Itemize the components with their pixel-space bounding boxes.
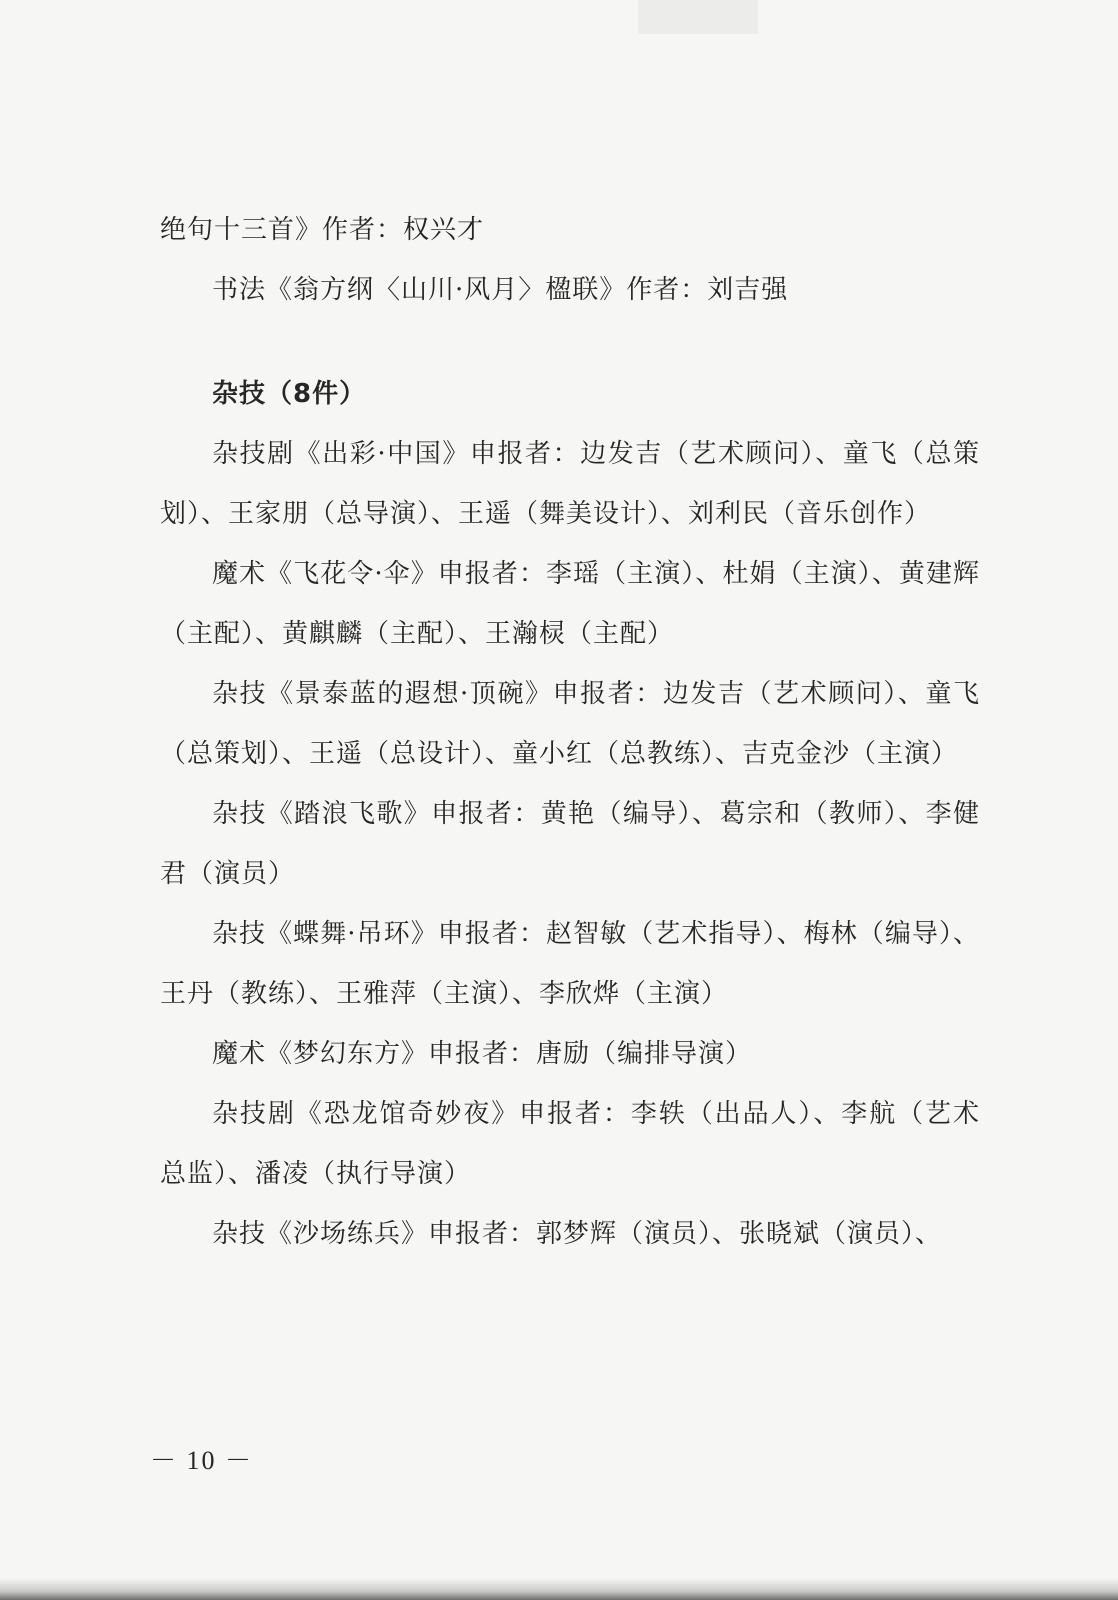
- paragraph-continuation: 绝句十三首》作者：权兴才: [160, 215, 485, 245]
- list-item: 魔术《梦幻东方》申报者：唐励（编排导演）: [212, 1039, 753, 1069]
- list-item: 杂技《景泰蓝的遐想·顶碗》申报者：边发吉（艺术顾问）、童飞（总策划）、王遥（总设计）、童小红（总教练）、吉克金沙（主演）: [160, 679, 980, 769]
- list-item: 杂技《蝶舞·吊环》申报者：赵智敏（艺术指导）、梅林（编导）、王丹（教练）、王雅萍（主演）、李欣烨（主演）: [160, 919, 980, 1009]
- list-item: 魔术《飞花令·伞》申报者：李瑶（主演）、杜娟（主演）、黄建辉（主配）、黄麒麟（主配）、王瀚棂（主配）: [160, 559, 980, 649]
- scan-shadow: [638, 0, 758, 34]
- list-item: 杂技剧《出彩·中国》申报者：边发吉（艺术顾问）、童飞（总策划）、王家朋（总导演）、王遥（舞美设计）、刘利民（音乐创作）: [160, 439, 980, 529]
- page-number: － 10 －: [150, 1446, 254, 1475]
- paragraph-calligraphy-entry: 书法《翁方纲〈山川·风月〉楹联》作者：刘吉强: [212, 275, 789, 305]
- list-item: 杂技《踏浪飞歌》申报者：黄艳（编导）、葛宗和（教师）、李健君（演员）: [160, 799, 980, 889]
- list-item: 杂技剧《恐龙馆奇妙夜》申报者：李轶（出品人）、李航（艺术总监）、潘凌（执行导演）: [160, 1099, 980, 1189]
- section-heading-acrobatics: 杂技（8件）: [212, 379, 367, 409]
- document-body: [160, 200, 980, 1264]
- scan-edge-shadow: [0, 1578, 1118, 1600]
- list-item: 杂技《沙场练兵》申报者：郭梦辉（演员）、张晓斌（演员）、: [212, 1219, 943, 1249]
